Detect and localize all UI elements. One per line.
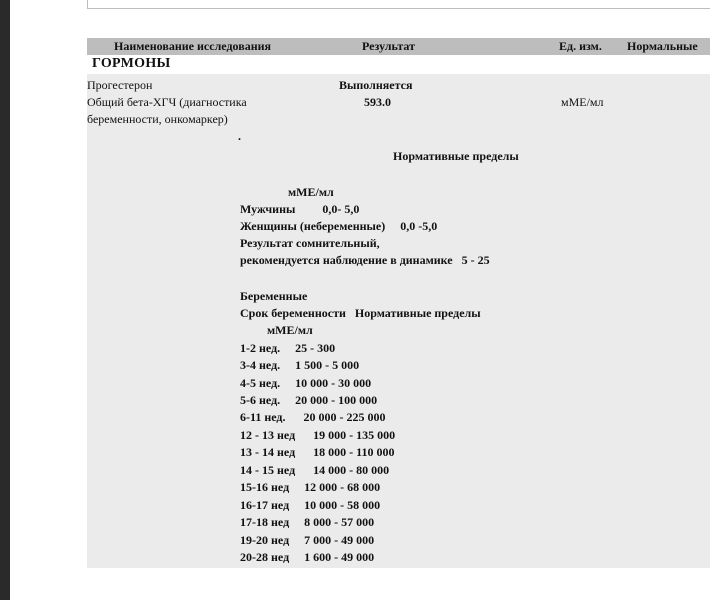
reference-unit: мМЕ/мл bbox=[288, 185, 334, 199]
header-name: Наименование исследования bbox=[114, 39, 272, 53]
reference-doubtful-1: Результат сомнительный, bbox=[240, 236, 380, 250]
section-title: ГОРМОНЫ bbox=[92, 56, 171, 71]
reference-title: Нормативные пределы bbox=[393, 149, 519, 163]
week-range-row: 12 - 13 нед 19 000 - 135 000 bbox=[240, 428, 396, 442]
test-name-progesterone: Прогестерон bbox=[87, 78, 153, 92]
reference-term-unit: мМЕ/мл bbox=[267, 323, 313, 337]
week-range-row: 20-28 нед 1 600 - 49 000 bbox=[240, 550, 375, 564]
table-header bbox=[87, 38, 710, 55]
week-range-row: 15-16 нед 12 000 - 68 000 bbox=[240, 480, 381, 494]
window-edge bbox=[0, 0, 10, 600]
header-unit: Ед. изм. bbox=[559, 39, 602, 53]
week-range-row: 14 - 15 нед 14 000 - 80 000 bbox=[240, 463, 390, 477]
test-name-hcg-line2: беременности, онкомаркер) bbox=[87, 112, 228, 126]
week-range-row: 1-2 нед. 25 - 300 bbox=[240, 341, 336, 355]
test-name-hcg-line1: Общий бета-ХГЧ (диагностика bbox=[87, 95, 247, 109]
header-result: Результат bbox=[362, 39, 416, 53]
test-result-progesterone: Выполняется bbox=[339, 78, 413, 92]
week-range-row: 17-18 нед 8 000 - 57 000 bbox=[240, 515, 375, 529]
reference-pregnant: Беременные bbox=[240, 289, 308, 303]
reference-women: Женщины (небеременные) 0,0 -5,0 bbox=[240, 219, 438, 233]
week-range-row: 3-4 нед. 1 500 - 5 000 bbox=[240, 358, 360, 372]
week-range-row: 5-6 нед. 20 000 - 100 000 bbox=[240, 393, 378, 407]
reference-men: Мужчины 0,0- 5,0 bbox=[240, 202, 360, 216]
week-range-row: 13 - 14 нед 18 000 - 110 000 bbox=[240, 445, 395, 459]
week-range-row: 6-11 нед. 20 000 - 225 000 bbox=[240, 410, 386, 424]
previous-section-box bbox=[87, 0, 710, 9]
test-result-hcg: 593.0 bbox=[364, 95, 391, 109]
week-range-row: 19-20 нед 7 000 - 49 000 bbox=[240, 533, 375, 547]
header-norm: Нормальные bbox=[627, 39, 698, 53]
week-range-row: 16-17 нед 10 000 - 58 000 bbox=[240, 498, 381, 512]
test-unit-hcg: мМЕ/мл bbox=[561, 95, 604, 109]
reference-dot: . bbox=[238, 129, 241, 143]
reference-doubtful-2: рекомендуется наблюдение в динамике 5 - 25 bbox=[240, 253, 490, 267]
week-range-row: 4-5 нед. 10 000 - 30 000 bbox=[240, 376, 372, 390]
reference-term-header: Срок беременности Нормативные пределы bbox=[240, 306, 481, 320]
